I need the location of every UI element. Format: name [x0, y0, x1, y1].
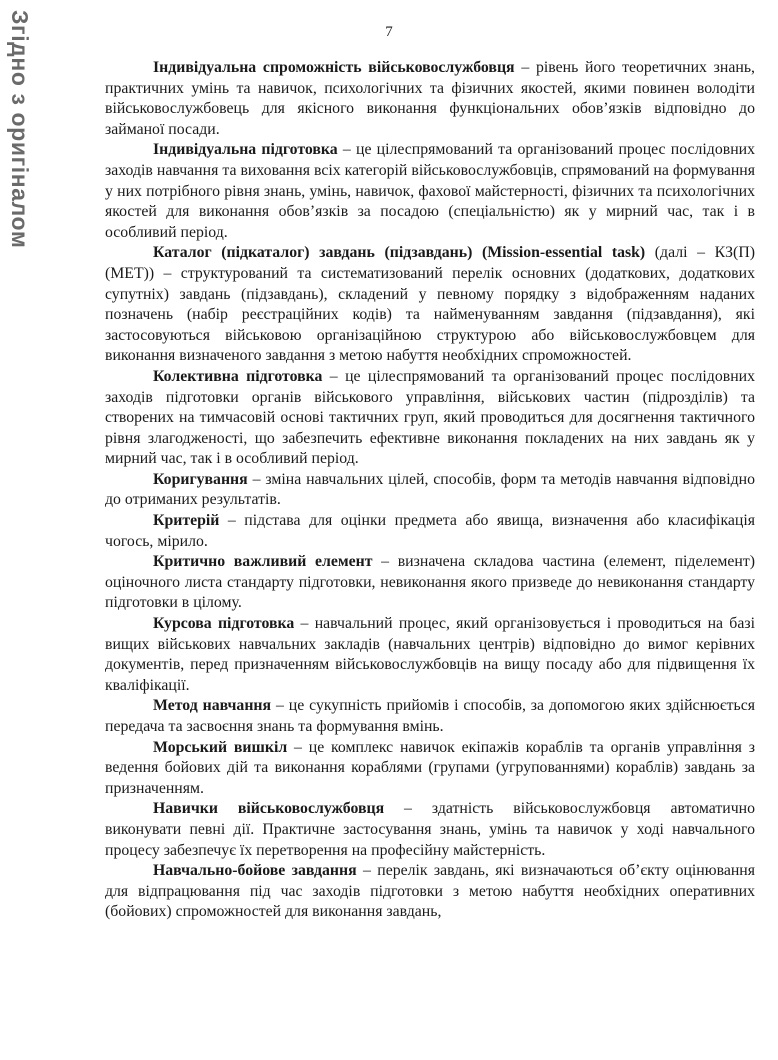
glossary-entry — [105, 511, 755, 552]
glossary-term: Індивідуальна спроможність військовослужбовця — [153, 59, 515, 76]
glossary-term: Навчально-бойове завдання — [153, 862, 357, 880]
glossary-entry — [105, 738, 755, 800]
glossary-definition: – зміна навчальних цілей, способів, форм та методів навчання відповідно до отриманих результатів. — [105, 470, 755, 509]
glossary-definition: (далі – КЗ(П) (МЕТ)) – структурований та систематизований перелік основних (додаткових, додаткових супутніх) завдань (підзавдань), складений у певному порядку з відображенням наданих позначень (набір реєстраційних кодів) та найменуванням завдання (підзавдання), які застосовуються військовою організаційною структурою або військовослужбовцем для виконання визначеного завдання з метою набуття необхідних спроможностей. — [105, 244, 755, 365]
glossary-definition: – підстава для оцінки предмета або явища, визначення або класифікація чогось, мірило. — [105, 512, 755, 550]
glossary-entry — [105, 58, 755, 140]
glossary-definition: – навчальний процес, який організовується і проводиться на базі вищих військових навчальних закладів (навчальних центрів) відповідно до вимог керівних документів, перед призначенням військовослужбовців на вищу посаду або для підвищення їх кваліфікації. — [105, 615, 755, 694]
glossary-term: Каталог (підкаталог) завдань (підзавдань) (Mission-essential task) — [153, 244, 646, 262]
glossary-definition: – це цілеспрямований та організований процес послідовних заходів підготовки органів військового управління, військових частин (підрозділів) та створених на тимчасовій основі тактичних груп, який проводиться для досягнення тактичного рівня злагодженості, що забезпечить ефективне виконання покладених на них завдань як у мирний час, так і в особливий період. — [105, 367, 756, 468]
glossary-entry — [105, 614, 755, 696]
glossary-entry — [105, 799, 755, 861]
glossary-term: Критично важливий елемент — [153, 553, 373, 571]
glossary-definition: – це комплекс навичок екіпажів кораблів та органів управління з ведення бойових дій та виконання кораблями (групами (угрупованнями) кораблів) завдань за призначенням. — [105, 738, 755, 797]
glossary-entry — [105, 140, 755, 243]
glossary-entry — [105, 367, 755, 470]
glossary-entry — [105, 470, 755, 511]
glossary-definition: – визначена складова частина (елемент, піделемент) оціночного листа стандарту підготовки, невиконання якого призведе до невиконання стандарту підготовки в цілому. — [105, 553, 755, 612]
glossary-term: Індивідуальна підготовка — [153, 141, 338, 159]
glossary-term: Критерій — [153, 512, 220, 530]
glossary-term: Коригування — [153, 470, 248, 488]
glossary-entry — [105, 861, 755, 923]
glossary-definition: – перелік завдань, які визначаються об’єкту оцінювання для відпрацювання під час заходів підготовки з метою набуття необхідних оперативних (бойових) спроможностей для виконання завдань, — [105, 862, 755, 921]
glossary-term: Колективна підготовка — [153, 367, 323, 385]
glossary-body — [105, 58, 755, 923]
page-number: 7 — [385, 24, 393, 40]
certified-copy-stamp — [2, 10, 38, 340]
glossary-term: Морський вишкіл — [153, 738, 288, 756]
glossary-definition: – рівень його теоретичних знань, практичних умінь та навичок, психологічних та фізичних якостей, якими повинен володіти військовослужбовець для якісного виконання функціональних обов’язків відповідно до займаної посади. — [105, 59, 755, 138]
glossary-entry — [105, 696, 755, 737]
glossary-definition: – це сукупність прийомів і способів, за допомогою яких здійснюється передача та засвоєння знань та формування вмінь. — [105, 697, 755, 735]
glossary-definition: – здатність військовослужбовця автоматично виконувати певні дії. Практичне застосування знань, умінь та навичок у ході навчального процесу забезпечує їх перетворення на професійну майстерність. — [105, 800, 755, 859]
glossary-term: Курсова підготовка — [153, 615, 295, 633]
glossary-term: Метод навчання — [153, 697, 272, 715]
glossary-definition: – це цілеспрямований та організований процес послідовних заходів навчання та виховання всіх категорій військовослужбовців, спрямований на формування у них потрібного рівня знань, умінь, навичок, фахової майстерності, фізичних та психологічних якостей для виконання обов’язків за посадою (спеціальністю) як у мирний час, так і в особливий період. — [105, 141, 755, 241]
glossary-entry — [105, 552, 755, 614]
glossary-term: Навички військовослужбовця — [153, 800, 385, 818]
certified-copy-stamp-text: Згідно з оригіналом — [7, 10, 33, 249]
glossary-entry — [105, 243, 755, 367]
